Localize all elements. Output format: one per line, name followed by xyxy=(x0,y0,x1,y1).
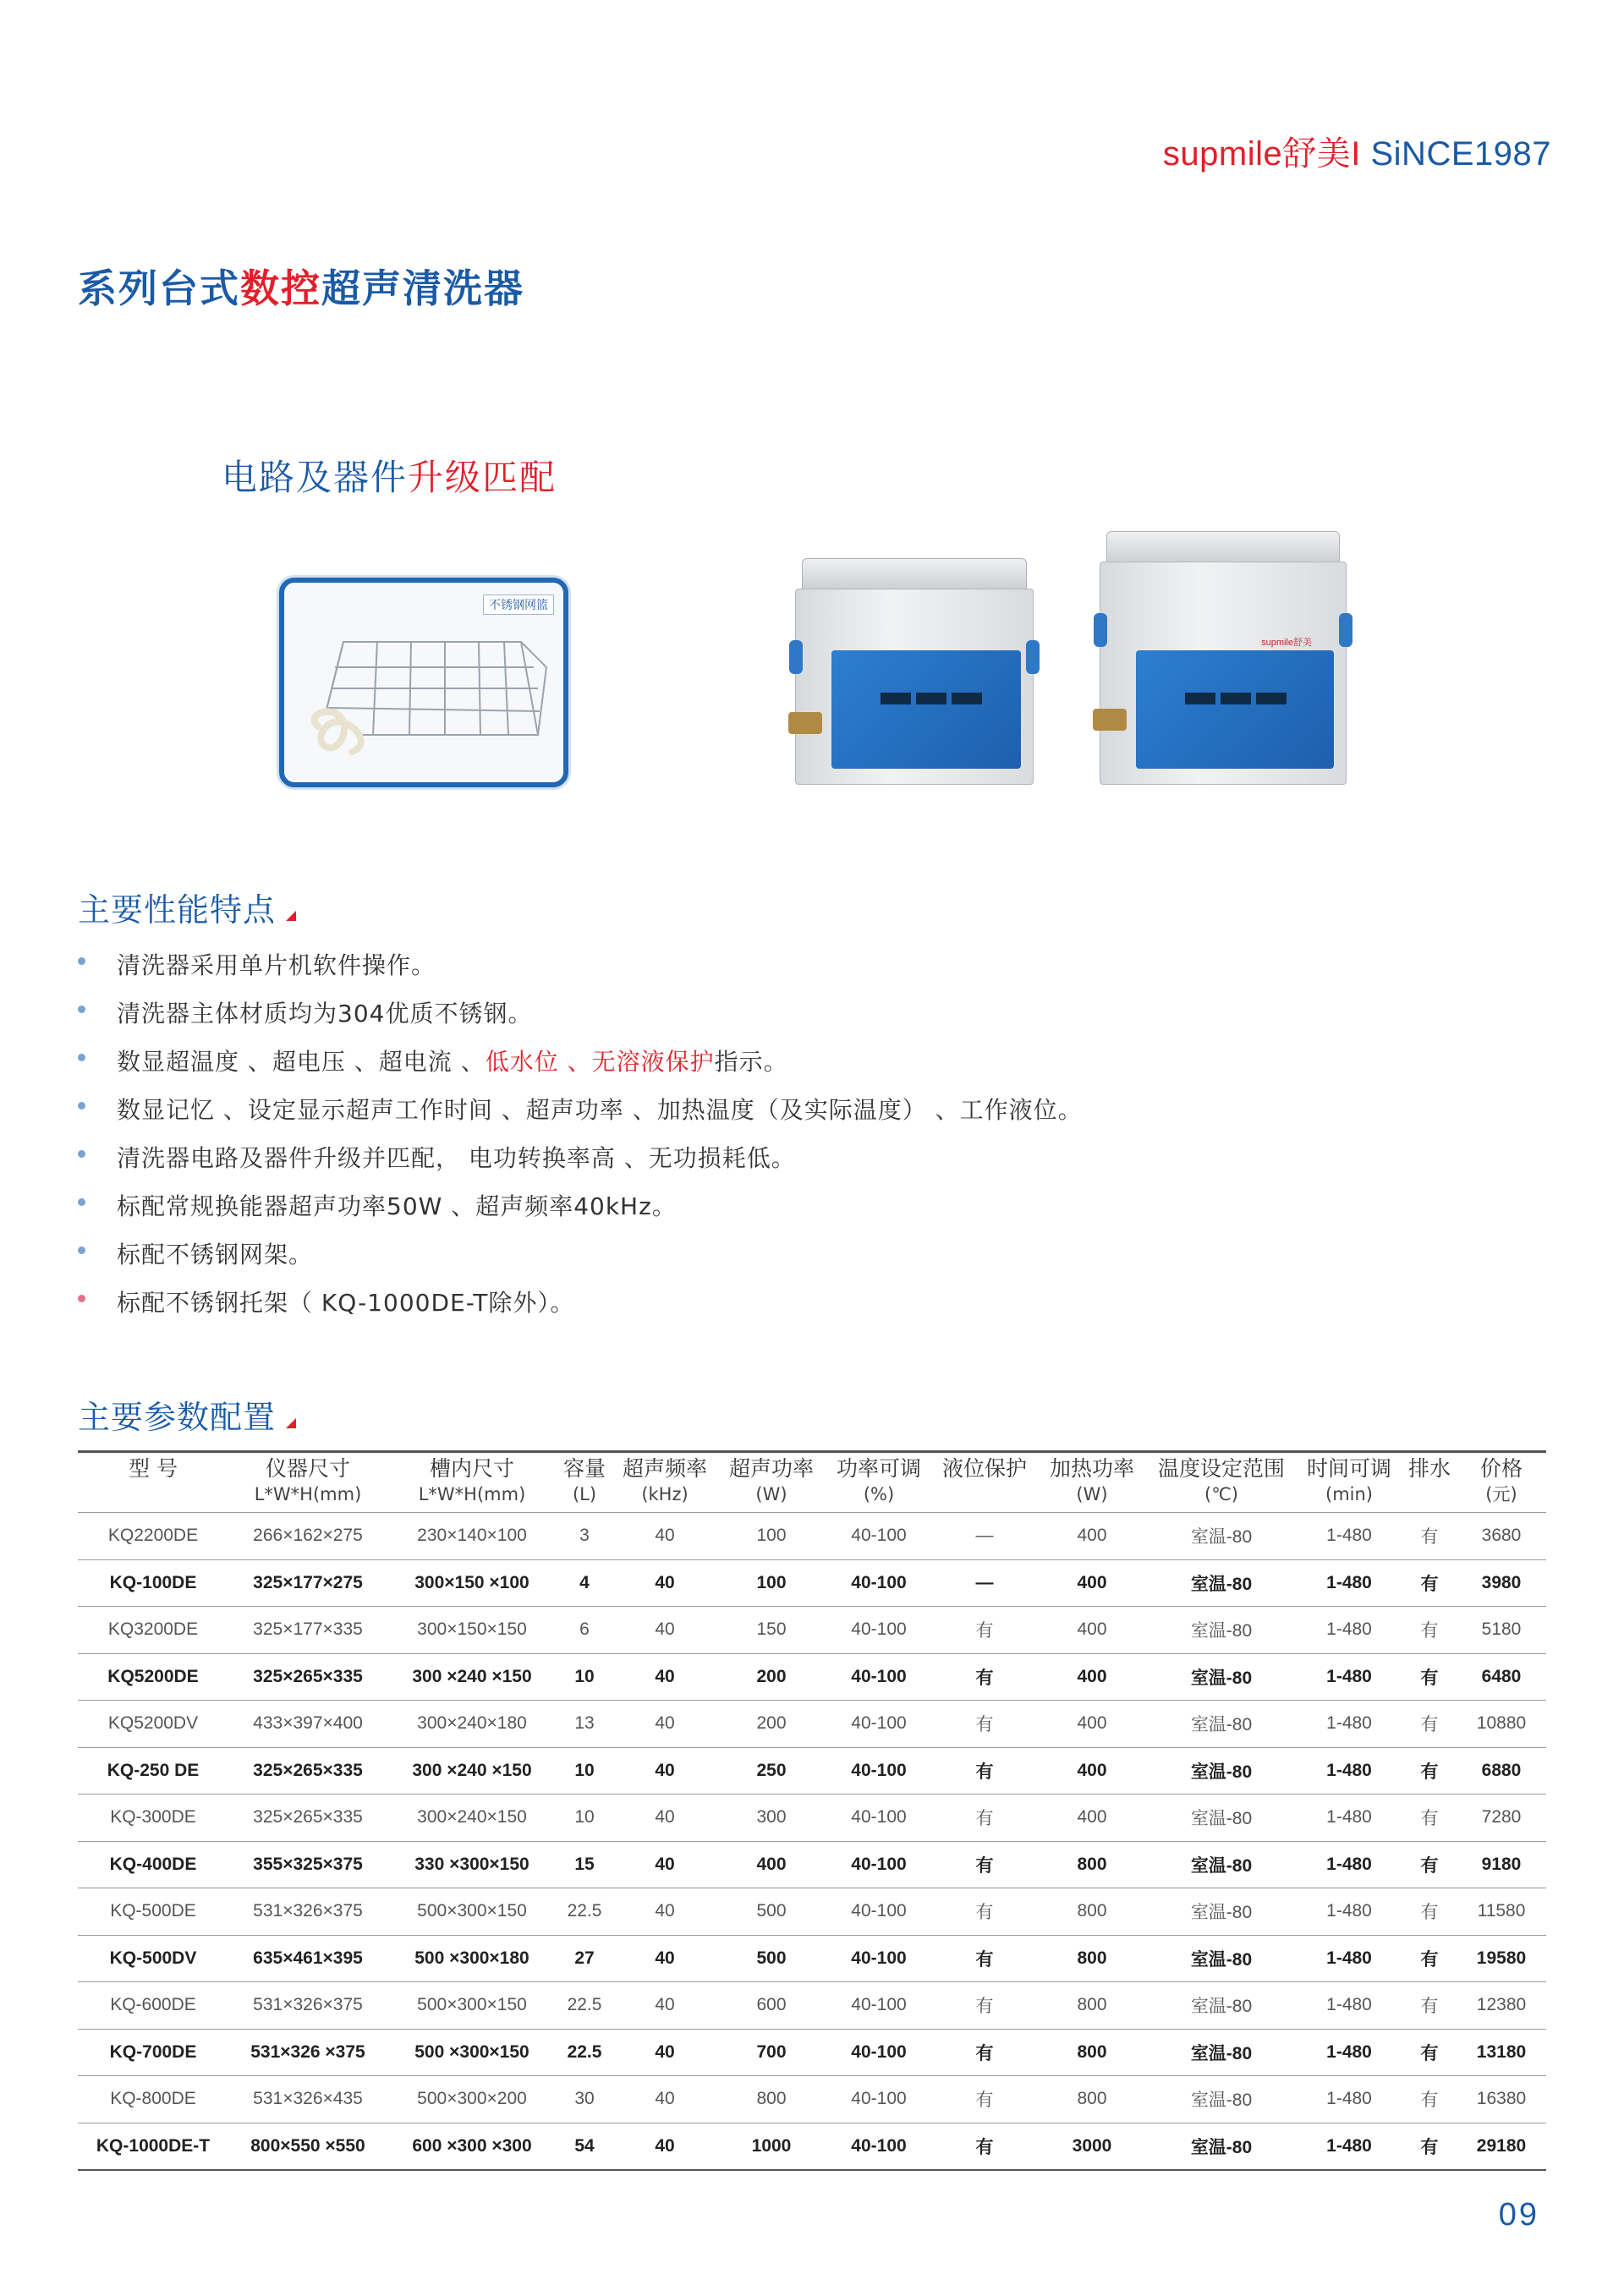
table-cell: 230×140×100 xyxy=(417,1526,527,1546)
table-cell: 40 xyxy=(655,2135,675,2156)
table-cell: 有 xyxy=(1420,1762,1439,1782)
table-cell: 1-480 xyxy=(1326,1760,1372,1780)
table-cell: 800 xyxy=(1077,1995,1107,2015)
table-cell: 有 xyxy=(1420,1527,1439,1548)
table-cell: 40-100 xyxy=(851,1526,907,1546)
table-cell: 有 xyxy=(1420,2043,1439,2063)
bullet-icon xyxy=(78,957,85,965)
table-cell: 325×177×275 xyxy=(253,1572,363,1592)
table-cell: 1-480 xyxy=(1326,1854,1372,1874)
table-cell: 150 xyxy=(756,1619,787,1640)
table-row xyxy=(78,2123,1546,2170)
table-cell: 1-480 xyxy=(1326,1526,1372,1546)
handle-left xyxy=(1094,613,1107,647)
list-item: 数显超温度 、超电压 、超电流 、低水位 、无溶液保护指示。 xyxy=(78,1044,1083,1092)
table-cell: 15 xyxy=(574,1854,595,1874)
table-header-row xyxy=(78,1452,1546,1513)
list-item: 数显记忆 、设定显示超声工作时间 、超声功率 、加热温度（及实际温度） 、工作液位。 xyxy=(78,1092,1083,1140)
table-cell: 300×150 ×100 xyxy=(414,1572,529,1592)
subtitle-prefix: 电路及器件 xyxy=(222,457,409,498)
table-cell: 500 xyxy=(756,1901,787,1921)
table-cell: 22.5 xyxy=(567,1995,602,2015)
table-cell: 10880 xyxy=(1476,1713,1527,1734)
table-cell: 22.5 xyxy=(567,1901,602,1921)
table-cell: 4 xyxy=(579,1572,590,1592)
table-cell: 1000 xyxy=(751,2135,792,2156)
table-cell: 325×265×335 xyxy=(253,1807,363,1827)
table-row xyxy=(78,1607,1546,1654)
table-cell: 有 xyxy=(975,2137,994,2157)
table-row xyxy=(78,1888,1546,1936)
table-cell: 40 xyxy=(655,1713,675,1734)
table-row xyxy=(78,1559,1546,1607)
table-cell: 有 xyxy=(975,1762,994,1782)
table-cell: 有 xyxy=(975,2091,994,2111)
table-cell: 室温-80 xyxy=(1190,1855,1253,1876)
table-cell: 40-100 xyxy=(851,1807,907,1827)
table-cell: 400 xyxy=(756,1854,787,1874)
column-header: 超声频率 (kHz) xyxy=(622,1456,707,1504)
table-cell: 13 xyxy=(574,1713,595,1734)
column-header: 时间可调 (min) xyxy=(1306,1456,1391,1504)
table-cell: 40-100 xyxy=(851,1713,907,1734)
table-cell: KQ-700DE xyxy=(109,2041,197,2062)
table-cell: 12380 xyxy=(1476,1995,1527,2015)
table-cell: 6 xyxy=(579,1619,590,1640)
table-cell: 11580 xyxy=(1477,1901,1526,1921)
table-cell: 300×150×150 xyxy=(417,1619,527,1640)
table-cell: 266×162×275 xyxy=(253,1526,363,1546)
page-title xyxy=(78,258,524,314)
table-cell: 400 xyxy=(1077,1760,1107,1780)
drain-valve xyxy=(1093,709,1127,731)
table-cell: 40 xyxy=(655,1619,675,1640)
table-cell: 500×300×150 xyxy=(417,1901,527,1921)
table-cell: KQ-1000DE-T xyxy=(96,2135,211,2156)
table-cell: 3980 xyxy=(1481,1572,1522,1592)
column-header: 加热功率 (W) xyxy=(1049,1456,1134,1504)
table-cell: 室温-80 xyxy=(1190,1715,1253,1735)
table-cell: 300 ×240 ×150 xyxy=(412,1760,532,1780)
table-cell: 有 xyxy=(1420,2091,1439,2111)
table-cell: 40 xyxy=(655,1666,675,1686)
features-heading xyxy=(78,884,296,930)
table-cell: 531×326×375 xyxy=(253,1995,363,2015)
table-cell: 室温-80 xyxy=(1190,1903,1253,1923)
table-cell: 200 xyxy=(756,1713,787,1734)
table-cell: 1-480 xyxy=(1326,1666,1372,1686)
triangle-icon xyxy=(286,1418,296,1428)
table-cell: 800 xyxy=(1077,1948,1107,1968)
table-cell: 40 xyxy=(655,1901,675,1921)
table-cell: 5180 xyxy=(1481,1619,1522,1640)
bullet-icon xyxy=(78,1247,85,1254)
ultrasonic-cleaner-image-large xyxy=(1100,531,1347,785)
table-cell: 40 xyxy=(655,1760,675,1780)
column-header: 价格 (元) xyxy=(1479,1456,1522,1504)
table-cell: 有 xyxy=(1420,1668,1439,1688)
table-cell: 29180 xyxy=(1476,2135,1527,2156)
table-cell: KQ3200DE xyxy=(107,1619,199,1640)
table-cell: 有 xyxy=(1420,1903,1439,1923)
machine-logo: supmile舒美 xyxy=(1261,638,1312,648)
brand-name: supmile舒美 xyxy=(1162,135,1352,173)
table-cell: KQ-250 DE xyxy=(107,1760,200,1780)
table-cell: 300×240×180 xyxy=(417,1713,527,1734)
column-header: 温度设定范围 (℃) xyxy=(1157,1456,1285,1504)
bullet-icon xyxy=(78,1198,85,1206)
table-cell: 有 xyxy=(1420,1809,1439,1829)
column-header: 排水 xyxy=(1407,1456,1451,1481)
table-cell: 400 xyxy=(1077,1666,1107,1686)
page-number: 09 xyxy=(1498,2197,1539,2233)
control-panel xyxy=(1136,650,1334,769)
table-cell: 635×461×395 xyxy=(253,1948,363,1968)
table-cell: 10 xyxy=(574,1760,595,1780)
machine-body xyxy=(795,589,1034,785)
table-cell: 325×265×335 xyxy=(253,1760,363,1780)
params-table xyxy=(78,1450,1546,2171)
list-item: 清洗器电路及器件升级并匹配， 电功转换率高 、无功损耗低。 xyxy=(78,1140,1083,1188)
table-row xyxy=(78,1935,1546,1982)
table-cell: KQ-600DE xyxy=(110,1995,196,2015)
table-cell: KQ-800DE xyxy=(110,2089,196,2109)
table-cell: 325×265×335 xyxy=(253,1666,363,1686)
table-cell: 1-480 xyxy=(1326,1619,1372,1640)
table-cell: 22.5 xyxy=(567,2041,602,2062)
table-cell: 10 xyxy=(574,1666,595,1686)
table-cell: 800 xyxy=(1077,1901,1107,1921)
table-cell: 531×326 ×375 xyxy=(250,2041,365,2062)
table-cell: 16380 xyxy=(1476,2089,1527,2109)
list-item: 标配不锈钢托架（ KQ-1000DE-T除外）。 xyxy=(78,1285,1083,1333)
table-cell: 有 xyxy=(975,1715,994,1735)
table-cell: 250 xyxy=(756,1760,787,1780)
table-cell: 600 ×300 ×300 xyxy=(412,2135,532,2156)
table-cell: 531×326×435 xyxy=(253,2089,363,2109)
table-cell: 40-100 xyxy=(851,1995,907,2015)
table-cell: — xyxy=(975,1572,994,1592)
table-cell: 40-100 xyxy=(851,1666,907,1686)
table-cell: 400 xyxy=(1077,1713,1107,1734)
title-suffix: 超声清洗器 xyxy=(321,266,524,311)
machine-body xyxy=(1100,562,1347,785)
table-cell: 1-480 xyxy=(1326,1901,1372,1921)
table-body xyxy=(78,1513,1546,2170)
table-cell: 3000 xyxy=(1072,2135,1112,2156)
table-cell: 室温-80 xyxy=(1190,2137,1253,2157)
table-cell: 3680 xyxy=(1481,1526,1522,1546)
brand-header xyxy=(1163,127,1551,175)
table-cell: 6480 xyxy=(1481,1666,1522,1686)
table-cell: 7280 xyxy=(1481,1807,1522,1827)
triangle-icon xyxy=(286,911,296,921)
table-row xyxy=(78,1653,1546,1701)
table-cell: 室温-80 xyxy=(1190,1949,1253,1970)
column-header: 仪器尺寸 L*W*H(mm) xyxy=(254,1456,362,1504)
column-header: 槽内尺寸 L*W*H(mm) xyxy=(418,1456,526,1504)
table-cell: 室温-80 xyxy=(1190,2091,1253,2111)
bullet-icon xyxy=(78,1054,85,1061)
table-cell: 400 xyxy=(1077,1619,1107,1640)
column-header: 型 号 xyxy=(129,1456,178,1481)
bullet-icon xyxy=(78,1006,85,1013)
table-cell: 300 xyxy=(756,1807,787,1827)
subtitle-highlight: 升级匹配 xyxy=(408,457,557,498)
table-row xyxy=(78,1982,1546,2030)
table-cell: 19580 xyxy=(1476,1948,1527,1968)
handle-left xyxy=(789,640,803,674)
table-cell: 40-100 xyxy=(851,1948,907,1968)
brand-separator: I xyxy=(1351,135,1361,173)
table-cell: 1-480 xyxy=(1326,1948,1372,1968)
table-cell: 有 xyxy=(1420,1574,1439,1594)
basket-label: 不锈钢网篮 xyxy=(483,595,554,615)
table-cell: 40-100 xyxy=(851,1572,907,1592)
table-cell: 40 xyxy=(655,1948,675,1968)
table-cell: 400 xyxy=(1077,1572,1107,1592)
table-cell: 1-480 xyxy=(1326,2041,1372,2062)
table-cell: 27 xyxy=(574,1948,595,1968)
brand-since: SiNCE1987 xyxy=(1370,135,1551,173)
table-cell: 40-100 xyxy=(851,1901,907,1921)
table-cell: 9180 xyxy=(1481,1854,1522,1874)
table-cell: 800 xyxy=(1077,2041,1107,2062)
table-cell: 40-100 xyxy=(851,1619,907,1640)
bullet-icon xyxy=(78,1102,85,1110)
table-cell: 有 xyxy=(975,1949,994,1970)
handle-right xyxy=(1026,640,1040,674)
table-cell: 有 xyxy=(975,1809,994,1829)
list-item: 清洗器主体材质均为304优质不锈钢。 xyxy=(78,995,1083,1044)
table-cell: 1-480 xyxy=(1326,1807,1372,1827)
bullet-icon xyxy=(78,1295,85,1302)
table-row xyxy=(78,1701,1546,1748)
table-cell: 有 xyxy=(975,1668,994,1688)
table-cell: 531×326×375 xyxy=(253,1901,363,1921)
table-cell: 40 xyxy=(655,2089,675,2109)
table-cell: 500 xyxy=(756,1948,787,1968)
handle-right xyxy=(1339,613,1352,647)
ultrasonic-cleaner-image-small xyxy=(795,558,1034,785)
table-cell: 600 xyxy=(756,1995,787,2015)
title-highlight: 数控 xyxy=(240,266,321,311)
table-cell: 54 xyxy=(574,2135,595,2156)
params-heading xyxy=(78,1391,296,1438)
table-row xyxy=(78,1795,1546,1842)
table-row xyxy=(78,2076,1546,2123)
table-cell: 有 xyxy=(1420,2137,1439,2157)
table-cell: 330 ×300×150 xyxy=(414,1854,529,1874)
control-panel xyxy=(831,650,1021,769)
table-cell: 400 xyxy=(1077,1526,1107,1546)
table-cell: 800 xyxy=(1077,1854,1107,1874)
table-cell: 800 xyxy=(756,2089,787,2109)
table-cell: 400 xyxy=(1077,1807,1107,1827)
table-cell: 40 xyxy=(655,1807,675,1827)
table-cell: 室温-80 xyxy=(1190,1574,1253,1594)
table-cell: 室温-80 xyxy=(1190,1762,1253,1782)
table-cell: 500×300×200 xyxy=(417,2089,527,2109)
table-cell: 有 xyxy=(1420,1949,1439,1970)
basket-image-card xyxy=(279,578,568,787)
table-cell: 3 xyxy=(579,1526,590,1546)
table-cell: 室温-80 xyxy=(1190,2043,1253,2063)
table-cell: 室温-80 xyxy=(1190,1621,1253,1641)
table-cell: KQ-400DE xyxy=(109,1854,197,1874)
table-cell: 40-100 xyxy=(851,2041,907,2062)
table-row xyxy=(78,1747,1546,1795)
table-cell: 500×300×150 xyxy=(417,1995,527,2015)
table-cell: 有 xyxy=(975,1997,994,2017)
list-item: 标配不锈钢网架。 xyxy=(78,1236,1083,1285)
table-cell: 1-480 xyxy=(1326,1995,1372,2015)
table-cell: 室温-80 xyxy=(1190,1809,1253,1829)
table-cell: KQ5200DE xyxy=(107,1666,199,1686)
basket-illustration xyxy=(293,616,555,769)
table-cell: 40-100 xyxy=(851,2089,907,2109)
table-cell: 325×177×335 xyxy=(253,1619,363,1640)
params-heading-text: 主要参数配置 xyxy=(78,1399,277,1436)
table-cell: 40 xyxy=(655,1854,675,1874)
features-heading-text: 主要性能特点 xyxy=(78,891,277,929)
list-item: 清洗器采用单片机软件操作。 xyxy=(78,947,1083,995)
table-cell: KQ-100DE xyxy=(109,1572,197,1592)
title-prefix: 系列台式 xyxy=(78,266,240,311)
table-cell: 700 xyxy=(756,2041,787,2062)
table-cell: 有 xyxy=(975,1855,994,1876)
table-cell: 40 xyxy=(655,2041,675,2062)
table-cell: 300×240×150 xyxy=(417,1807,527,1827)
features-list xyxy=(78,947,1083,1333)
table-cell: 300 ×240 ×150 xyxy=(412,1666,532,1686)
table-row xyxy=(78,2029,1546,2076)
table-cell: 40-100 xyxy=(851,1854,907,1874)
bullet-icon xyxy=(78,1150,85,1158)
table-cell: 室温-80 xyxy=(1190,1527,1253,1548)
table-cell: 有 xyxy=(1420,1855,1439,1876)
table-cell: 433×397×400 xyxy=(253,1713,363,1734)
column-header: 超声功率 (W) xyxy=(728,1456,814,1504)
table-cell: — xyxy=(975,1526,994,1546)
list-item: 标配常规换能器超声功率50W 、超声频率40kHz。 xyxy=(78,1188,1083,1236)
table-cell: 100 xyxy=(756,1526,787,1546)
table-cell: KQ-300DE xyxy=(110,1807,196,1827)
table-cell: 40-100 xyxy=(851,1760,907,1780)
table-cell: 有 xyxy=(975,1621,994,1641)
table-cell: 有 xyxy=(1420,1621,1439,1641)
table-cell: KQ2200DE xyxy=(107,1526,199,1546)
table-cell: 200 xyxy=(756,1666,787,1686)
table-cell: 40 xyxy=(655,1526,675,1546)
table-cell: KQ-500DE xyxy=(110,1901,196,1921)
table-cell: 10 xyxy=(574,1807,595,1827)
table-cell: 40-100 xyxy=(851,2135,907,2156)
table-cell: 有 xyxy=(1420,1997,1439,2017)
table-cell: 有 xyxy=(975,2043,994,2063)
table-cell: 30 xyxy=(574,2089,595,2109)
column-header: 容量 (L) xyxy=(562,1456,606,1504)
table-cell: 1-480 xyxy=(1326,2135,1372,2156)
table-cell: 100 xyxy=(756,1572,787,1592)
table-cell: KQ5200DV xyxy=(107,1713,199,1734)
column-header: 液位保护 xyxy=(941,1456,1027,1481)
table-cell: 40 xyxy=(655,1572,675,1592)
table-row xyxy=(78,1513,1546,1560)
table-cell: 800 xyxy=(1077,2089,1107,2109)
table-cell: 800×550 ×550 xyxy=(250,2135,365,2156)
table-row xyxy=(78,1841,1546,1888)
table-cell: 13180 xyxy=(1476,2041,1527,2062)
column-header: 功率可调 (%) xyxy=(836,1456,921,1504)
table-cell: 6880 xyxy=(1481,1760,1522,1780)
table-cell: 室温-80 xyxy=(1190,1668,1253,1688)
table-cell: 40 xyxy=(655,1995,675,2015)
table-cell: 有 xyxy=(1420,1715,1439,1735)
table-cell: 500 ×300×150 xyxy=(414,2041,529,2062)
table-cell: KQ-500DV xyxy=(109,1948,197,1968)
table-cell: 1-480 xyxy=(1326,2089,1372,2109)
page-subtitle xyxy=(222,450,557,501)
table-cell: 1-480 xyxy=(1326,1713,1372,1734)
drain-valve xyxy=(788,712,822,734)
table-cell: 有 xyxy=(975,1903,994,1923)
table-cell: 室温-80 xyxy=(1190,1997,1253,2017)
table-cell: 355×325×375 xyxy=(253,1854,363,1874)
table-cell: 500 ×300×180 xyxy=(414,1948,529,1968)
table-cell: 1-480 xyxy=(1326,1572,1372,1592)
